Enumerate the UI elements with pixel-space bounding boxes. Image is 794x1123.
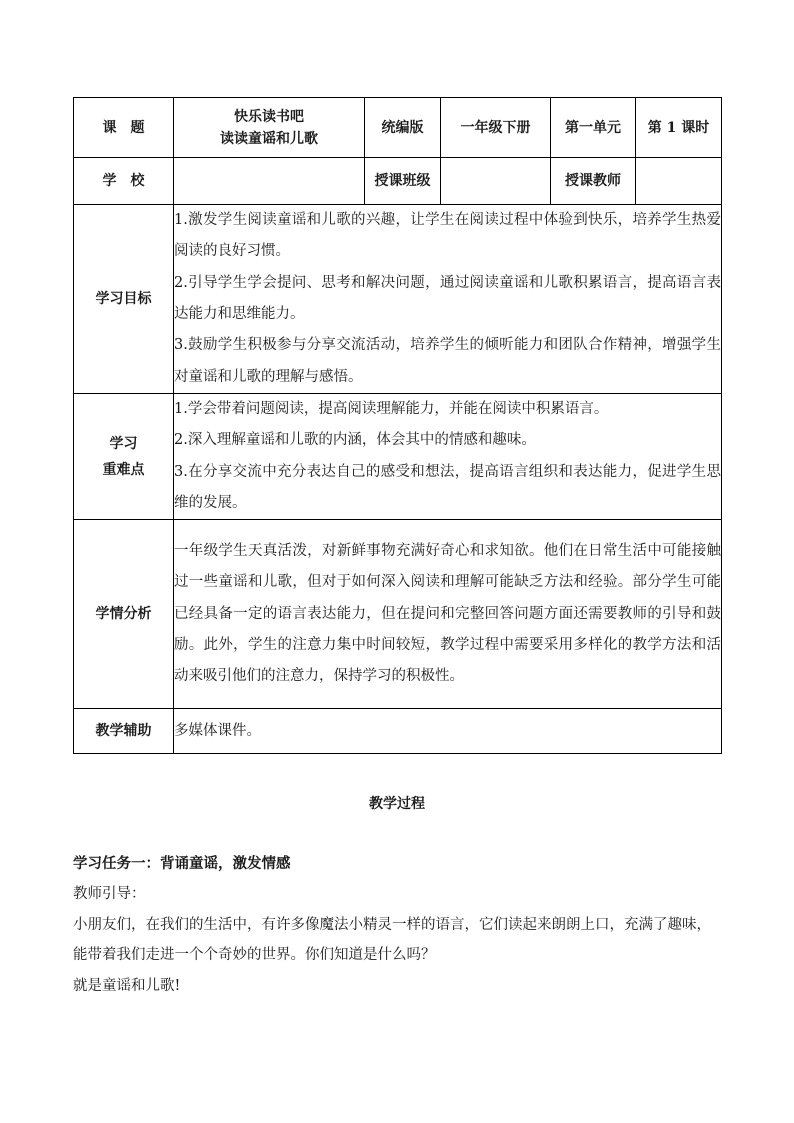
process-para-2: 就是童谣和儿歌!: [73, 977, 181, 994]
edition-cell: 统编版: [365, 98, 441, 158]
unit-cell: 第一单元: [551, 98, 636, 158]
key-points-label: [74, 394, 174, 520]
aids-label: 教学辅助: [74, 709, 174, 754]
goals-label: 学习目标: [74, 205, 174, 394]
lesson-title-cell: [174, 98, 365, 158]
lesson-plan-table: [73, 97, 722, 754]
class-label: 授课班级: [365, 158, 441, 205]
header-row: [74, 98, 722, 158]
analysis-row: [74, 520, 722, 709]
lesson-title-line1: 快乐读书吧: [234, 108, 304, 125]
process-para-1: 小朋友们，在我们的生活中，有许多像魔法小精灵一样的语言，它们读起来朗朗上口，充满了趣味，能带着我们走进一个个奇妙的世界。你们知道是什么吗？: [73, 916, 711, 963]
process-title: 教学过程: [369, 796, 425, 812]
key-points-content: [174, 394, 722, 520]
goal-item: 1.激发学生阅读童谣和儿歌的兴趣，让学生在阅读过程中体验到快乐，培养学生热爱阅读的良好习惯。: [174, 212, 721, 260]
key-point-item: 3.在分享交流中充分表达自己的感受和想法，提高语言组织和表达能力，促进学生思维的发展。: [174, 463, 721, 511]
teacher-label: 授课教师: [551, 158, 636, 205]
key-points-label-line1: 学习: [109, 435, 138, 452]
aids-row: [74, 709, 722, 754]
course-label: 课 题: [74, 98, 174, 158]
lesson-title-line2: 读读童谣和儿歌: [220, 130, 318, 147]
analysis-content: [174, 520, 722, 709]
key-point-item: 2.深入理解童谣和儿歌的内涵，体会其中的情感和趣味。: [174, 432, 536, 449]
guide-label: 教师引导：: [73, 886, 146, 902]
key-points-label-line2: 重难点: [102, 461, 145, 478]
school-value: [174, 158, 365, 205]
key-points-row: [74, 394, 722, 520]
school-row: [74, 158, 722, 205]
task1-title: 学习任务一：背诵童谣，激发情感: [73, 855, 291, 872]
period-cell: 第 1 课时: [636, 98, 722, 158]
aids-content: [174, 709, 722, 754]
goals-row: [74, 205, 722, 394]
analysis-text: 一年级学生天真活泼，对新鲜事物充满好奇心和求知欲。他们在日常生活中可能接触过一些童谣和儿歌，但对于如何深入阅读和理解可能缺乏方法和经验。部分学生可能已经具备一定的语言表达能力，但在提问和完整回答问题方面还需要教师的引导和鼓励。此外，学生的注意力集中时间较短，教学过程中需要采用多样化的教学方法和活动来吸引他们的注意力，保持学习的积极性。: [174, 542, 721, 685]
grade-cell: 一年级下册: [441, 98, 551, 158]
teacher-value: [636, 158, 722, 205]
goal-item: 3.鼓励学生积极参与分享交流活动，培养学生的倾听能力和团队合作精神，增强学生对童谣和儿歌的理解与感悟。: [174, 337, 721, 385]
goal-item: 2.引导学生学会提问、思考和解决问题，通过阅读童谣和儿歌积累语言，提高语言表达能力和思维能力。: [174, 274, 721, 322]
class-value: [441, 158, 551, 205]
key-point-item: 1.学会带着问题阅读，提高阅读理解能力，并能在阅读中积累语言。: [174, 401, 609, 417]
aids-text: 多媒体课件。: [174, 722, 261, 739]
process-body: [73, 879, 723, 1001]
goals-content: [174, 205, 722, 394]
school-label: 学 校: [74, 158, 174, 205]
analysis-label: 学情分析: [74, 520, 174, 709]
